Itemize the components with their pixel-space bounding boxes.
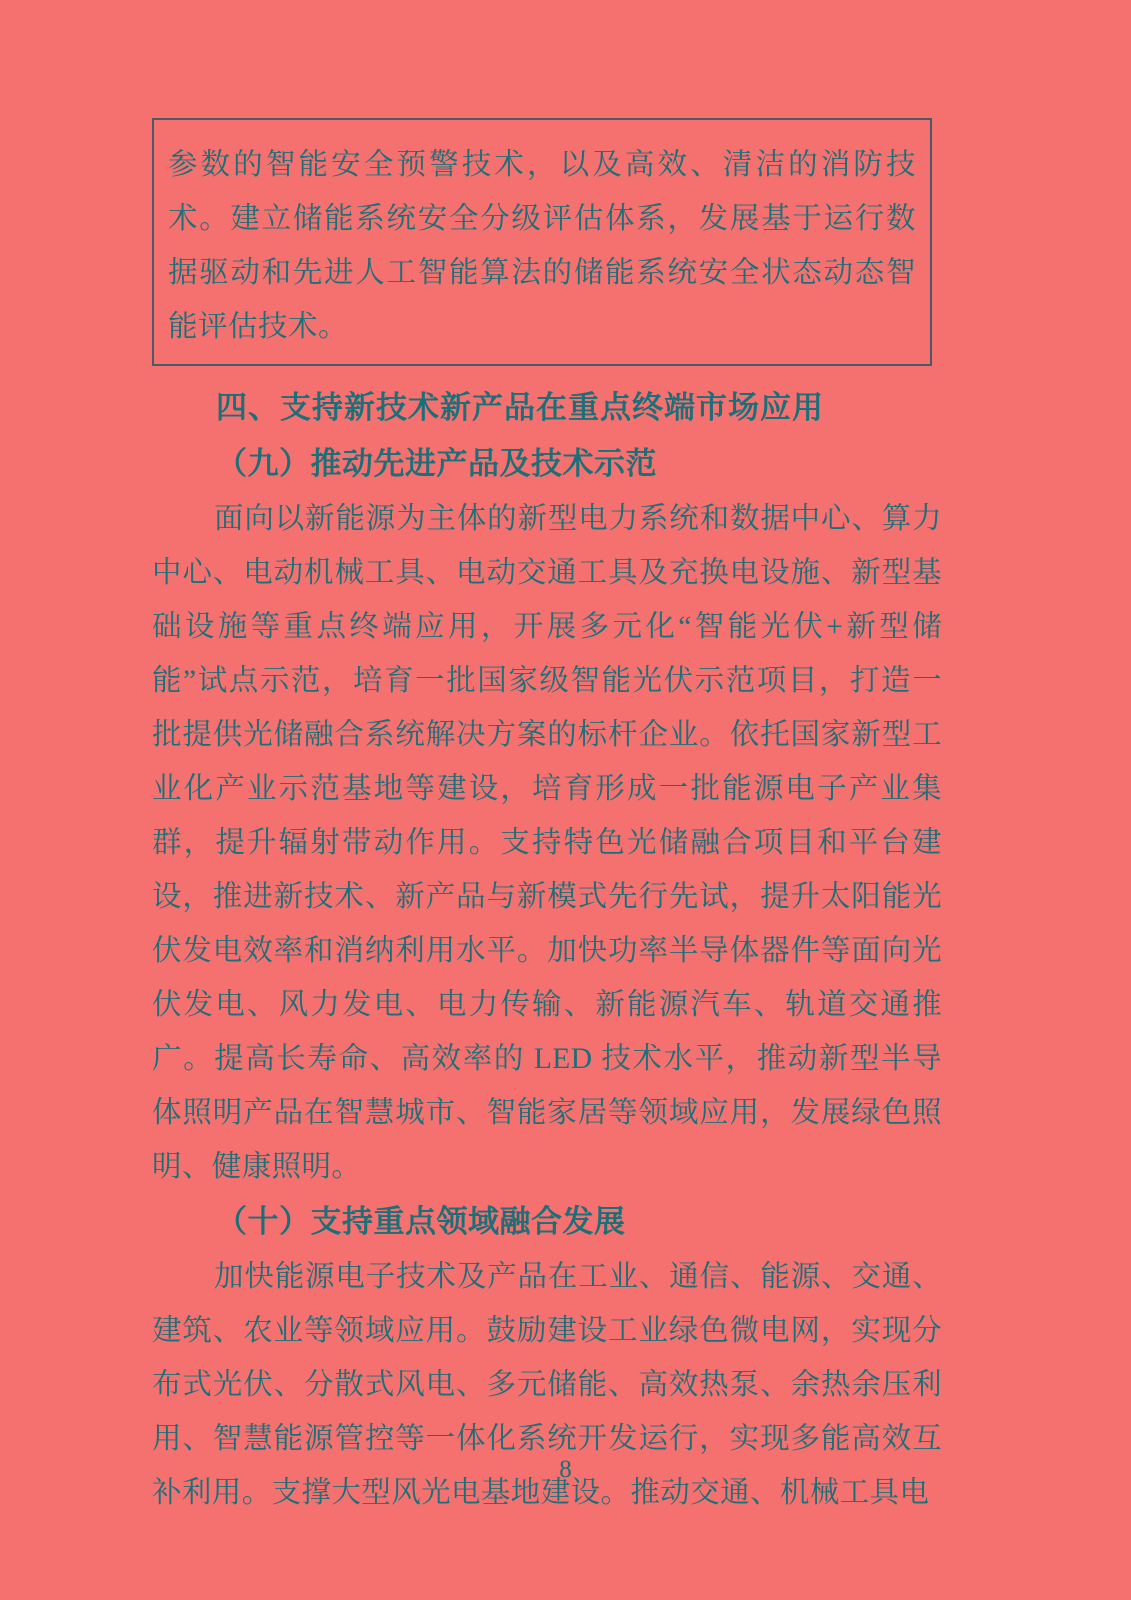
boxed-paragraph-container (152, 118, 932, 366)
section-heading: 四、支持新技术新产品在重点终端市场应用 (216, 390, 824, 425)
subsection-heading-ten: （十）支持重点领域融合发展 (216, 1204, 626, 1239)
page-number: 8 (559, 1456, 572, 1483)
subsection-ten-paragraph: 加快能源电子技术及产品在工业、通信、能源、交通、建筑、农业等领域应用。鼓励建设工业绿色微电网，实现分布式光伏、分散式风电、多元储能、高效热泵、余热余压利用、智慧能源管控等一体化系统开发运行，实现多能高效互补利用。支撑大型风光电基地建设。推动交通、机械工具电 (152, 1261, 942, 1509)
boxed-paragraph-text: 参数的智能安全预警技术，以及高效、清洁的消防技术。建立储能系统安全分级评估体系，发展基于运行数据驱动和先进人工智能算法的储能系统安全状态动态智能评估技术。 (168, 149, 916, 343)
subsection-nine-paragraph: 面向以新能源为主体的新型电力系统和数据中心、算力中心、电动机械工具、电动交通工具及充换电设施、新型基础设施等重点终端应用，开展多元化“智能光伏+新型储能”试点示范，培育一批国家级智能光伏示范项目，打造一批提供光储融合系统解决方案的标杆企业。依托国家新型工业化产业示范基地等建设，培育形成一批能源电子产业集群，提升辐射带动作用。支持特色光储融合项目和平台建设，推进新技术、新产品与新模式先行先试，提升太阳能光伏发电效率和消纳利用水平。加快功率半导体器件等面向光伏发电、风力发电、电力传输、新能源汽车、轨道交通推广。提高长寿命、高效率的 LED 技术水平，推动新型半导体照明产品在智慧城市、智能家居等领域应用，发展绿色照明、健康照明。 (152, 503, 942, 1183)
subsection-heading-nine: （九）推动先进产品及技术示范 (216, 446, 657, 481)
page-content (152, 118, 942, 1520)
